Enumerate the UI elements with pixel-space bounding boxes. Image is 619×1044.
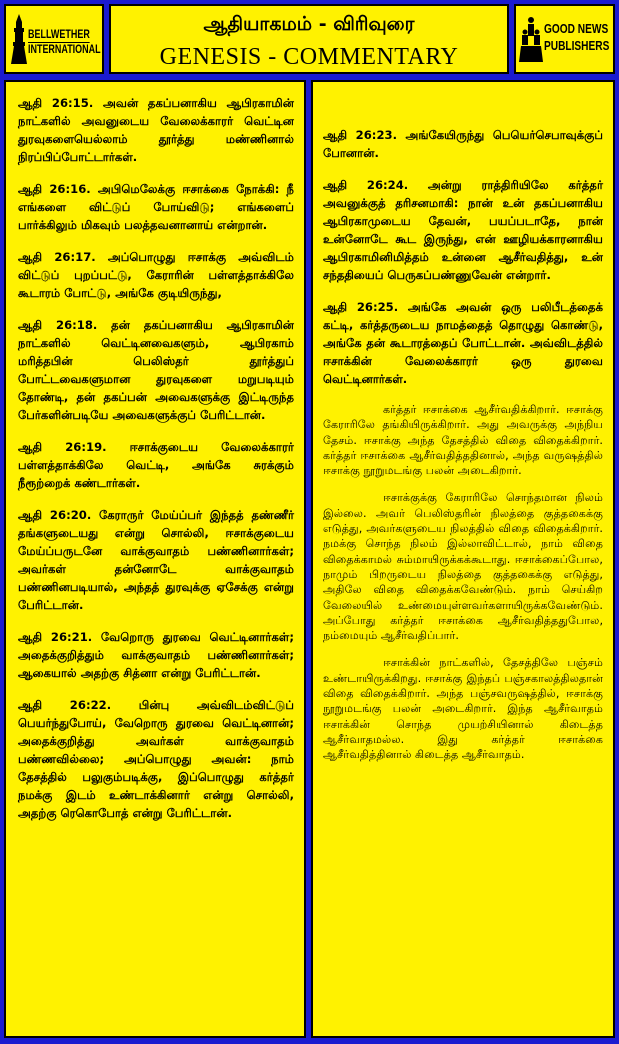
figures-icon — [519, 16, 543, 62]
verse-26-22: ஆதி 26:22. பின்பு அவ்விடம்விட்டுப் பெயர்ந்துபோய், வேறொரு துரவை வெட்டினான்; அதைக்குறித்து அவர்கள் வாக்குவாதம் பண்ணவில்லை; அப்பொழுது அவன்: நாம் தேசத்தில் பலுகும்படிக்கு, இப்பொழுது கர்த்தர் நமக்கு இடம் உண்டாக்கினார் என்று சொல்லி, அதற்கு ரெகொபோத் என்று பேரிட்டான். — [18, 698, 294, 820]
bell-tower-icon — [9, 14, 29, 64]
verse-26-15: ஆதி 26:15. அவன் தகப்பனாகிய ஆபிரகாமின் நாட்களில் அவனுடைய வேலைக்காரர் வெட்டின துரவுகளையெல்லாம் தூர்த்து மண்ணினால் நிரப்பிப்போட்டார்கள். — [18, 96, 294, 164]
verse-26-21: ஆதி 26:21. வேறொரு துரவை வெட்டினார்கள்; அதைக்குறித்தும் வாக்குவாதம் பண்ணினார்கள்; ஆகையால் அதற்கு சித்னா என்று பேரிட்டான். — [18, 630, 294, 680]
good-news-logo-text — [544, 20, 609, 54]
bellwether-logo — [4, 4, 104, 74]
verse-26-18: ஆதி 26:18. தன் தகப்பனாகிய ஆபிரகாமின் நாட்களில் வெட்டினவைகளும், ஆபிரகாம் மரித்தபின் பெலிஸ்தர் தூர்த்துப் போட்டவைகளுமான துரவுகளை மறுபடியும் தோண்டி, தன் தகப்பன் அவைகளுக்கு இட்டிருந்த பேர்களின்படியே அவைகளுக்குப் பேரிட்டான். — [18, 318, 294, 422]
header-title-box — [109, 4, 509, 74]
logo-right-line1: GOOD NEWS — [544, 21, 609, 36]
logo-right-line2: PUBLISHERS — [544, 38, 610, 53]
verse-26-20: ஆதி 26:20. கேராருர் மேய்ப்பர் இந்தத் தண்ணீர் தங்களுடையது என்று சொல்லி, ஈசாக்குடைய மேய்ப்பருடனே வாக்குவாதம் பண்ணினார்கள்; அவர்கள் தன்னோடே வாக்குவாதம் பண்ணினபடியால், அந்தத் துரவுக்கு ஏசேக்கு என்று பேரிட்டான். — [18, 508, 294, 612]
title-tamil: ஆதியாகமம் - விரிவுரை — [203, 13, 415, 35]
title-english: GENESIS - COMMENTARY — [159, 44, 459, 70]
left-column — [4, 80, 306, 1038]
verse-26-24: ஆதி 26:24. அன்று ராத்திரியிலே கர்த்தர் அவனுக்குத் தரிசனமாகி: நான் உன் தகப்பனாகிய ஆபிரகாமுடைய தேவன், பயப்படாதே, நான் உன்னோடே கூட இருந்து, என் ஊழியக்காரனாகிய ஆபிரகாமினிமித்தம் உன்னை ஆசீர்வதித்து, உன் சந்ததியைப் பெருகப்பண்ணுவேன் என்றார். — [323, 178, 603, 282]
verse-26-19: ஆதி 26:19. ஈசாக்குடைய வேலைக்காரர் பள்ளத்தாக்கிலே வெட்டி, அங்கே சுரக்கும் நீரூற்றைக் கண்டார்கள். — [18, 440, 294, 490]
verse-26-17: ஆதி 26:17. அப்பொழுது ஈசாக்கு அவ்விடம் விட்டுப் புறப்பட்டு, கேராரின் பள்ளத்தாக்கிலே கூடாரம் போட்டு, அங்கே குடியிருந்து, — [18, 250, 294, 300]
commentary-paragraph-1: கர்த்தர் ஈசாக்கை ஆசீர்வதிக்கிறார். ஈசாக்கு கேராரிலே தங்கியிருக்கிறார். அது அவருக்கு அந்நிய தேசம். ஈசாக்கு அந்த தேசத்தில் விதை விதைக்கிறார். கர்த்தர் ஈசாக்கை ஆசீர்வதித்ததினால், அந்த வருஷத்தில் ஈசாக்கு நூறுமடங்கு பலன் அடைகிறார். — [323, 403, 603, 478]
good-news-logo — [514, 4, 615, 74]
verse-26-16: ஆதி 26:16. அபிமெலேக்கு ஈசாக்கை நோக்கி: நீ எங்களை விட்டுப் போய்விடு; எங்களைப் பார்க்கிலும் மிகவும் பலத்தவனானாய் என்றான். — [18, 182, 294, 232]
logo-left-line1: BELLWETHER — [28, 29, 90, 41]
commentary-paragraph-3: ஈசாக்கின் நாட்களில், தேசத்திலே பஞ்சம் உண்டாயிருக்கிறது. ஈசாக்கு இந்தப் பஞ்சகாலத்திலதான் விதை விதைக்கிறார். அந்த பஞ்சவருஷத்தில், ஈசாக்கு நூறுமடங்கு பலன் அடைகிறார். இந்த ஆசீர்வாதம் ஈசாக்கின் சொந்த முயற்சியினால் கிடைத்த ஆசீர்வாதமல்ல. இது கர்த்தர் ஈசாக்கை ஆசீர்வதித்தினால் கிடைத்த ஆசீர்வாதம். — [323, 656, 603, 762]
right-column — [311, 80, 615, 1038]
verse-26-25: ஆதி 26:25. அங்கே அவன் ஒரு பலிபீடத்தைக் கட்டி, கர்த்தருடைய நாமத்தைத் தொழுது கொண்டு, அங்கே தன் கூடாரத்தைப் போட்டான். அவ்விடத்தில் ஈசாக்கின் வேலைக்காரர் ஒரு துரவை வெட்டினார்கள். — [323, 300, 603, 386]
verse-26-23: ஆதி 26:23. அங்கேயிருந்து பெயெர்செபாவுக்குப் போனான். — [323, 128, 603, 160]
logo-left-line2: INTERNATIONAL — [28, 44, 101, 56]
commentary-paragraph-2: ஈசாக்குக்கு கேராரிலே சொந்தமான நிலம் இல்லை. அவர் பெலிஸ்தரின் நிலத்தை குத்தகைக்கு எடுத்து, அவர்களுடைய நிலத்தில் விதை விதைக்கிறார். நமக்கு சொந்த நிலம் இல்லாவிட்டால், நாம் விதை விதைக்காமல் சும்மாயிருக்கக்கூடாது. ஈசாக்கைப்போல, நாமும் பிறருடைய நிலத்தை குத்தகைக்கு எடுத்து, அதிலே விதை விதைக்கவேண்டும். நாம் செய்கிற வேலையில் உண்மையுள்ளவர்களாயிருக்கவேண்டும். அப்போது கர்த்தர் ஈசாக்கை ஆசீர்வதித்ததுபோல, நம்மையும் ஆசீர்வதிப்பார். — [323, 491, 603, 643]
bellwether-logo-text — [28, 28, 101, 57]
